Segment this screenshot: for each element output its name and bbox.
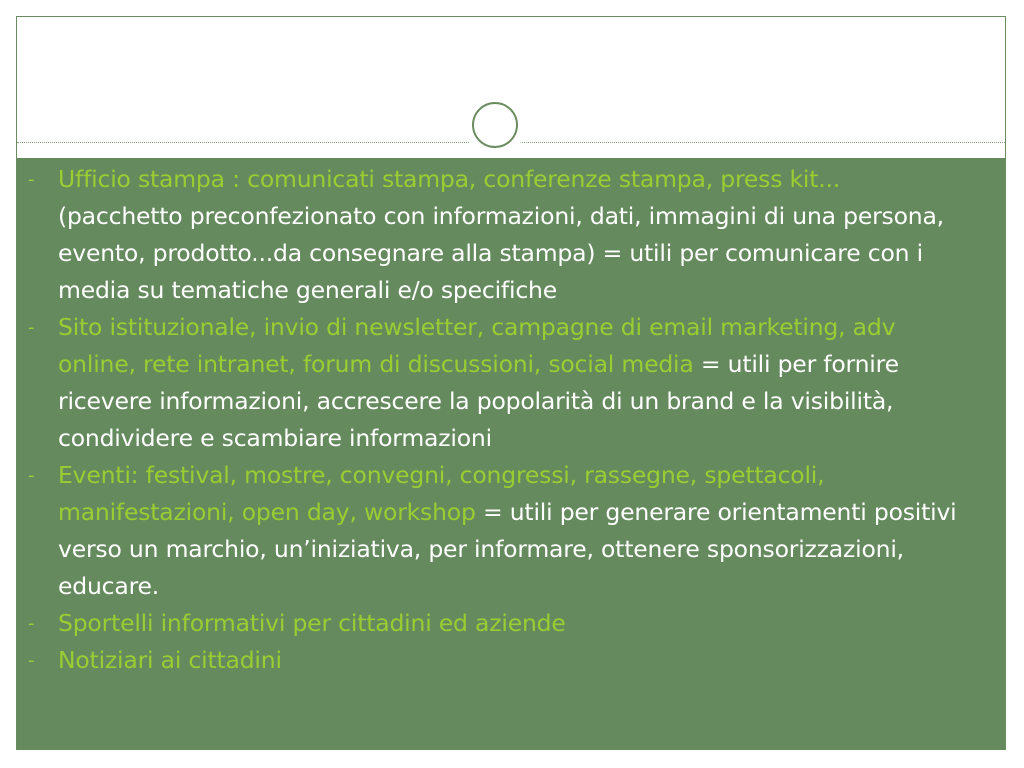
bullet-marker: - [28,317,35,338]
bullet-highlight: Eventi: festival, mostre, convegni, congressi, rassegne, spettacoli, manifestazioni, open day, workshop [58,461,825,526]
bullet-item [28,457,958,605]
bullet-item [28,309,958,457]
bullet-highlight: Sportelli informativi per cittadini ed aziende [58,609,566,637]
bullet-list [28,161,958,679]
bullet-text: = utili per fornire ricevere informazioni, accrescere la popolarità di un brand e la visibilità, condividere e scambiare informazioni [58,350,899,452]
bullet-highlight: Ufficio stampa : comunicati stampa, conferenze stampa, press kit... [58,165,841,193]
bullet-marker: - [28,169,35,190]
bullet-item [28,605,958,642]
bullet-highlight: Sito istituzionale, invio di newsletter, campagne di email marketing, adv online, rete intranet, forum di discussioni, social media [58,313,896,378]
bullet-item [28,642,958,679]
bullet-highlight: Notiziari ai cittadini [58,646,282,674]
bullet-text: (pacchetto preconfezionato con informazioni, dati, immagini di una persona, evento, prodotto...da consegnare alla stampa) = utili per comunicare con i media su tematiche generali e/o specifiche [58,202,944,304]
bullet-marker: - [28,465,35,486]
bullet-marker: - [28,613,35,634]
bullet-text: = utili per generare orientamenti positivi verso un marchio, un’iniziativa, per informare, ottenere sponsorizzazioni, educare. [58,498,957,600]
bullet-item [28,161,958,309]
decorative-ring-icon [472,102,518,148]
bullet-marker: - [28,650,35,671]
